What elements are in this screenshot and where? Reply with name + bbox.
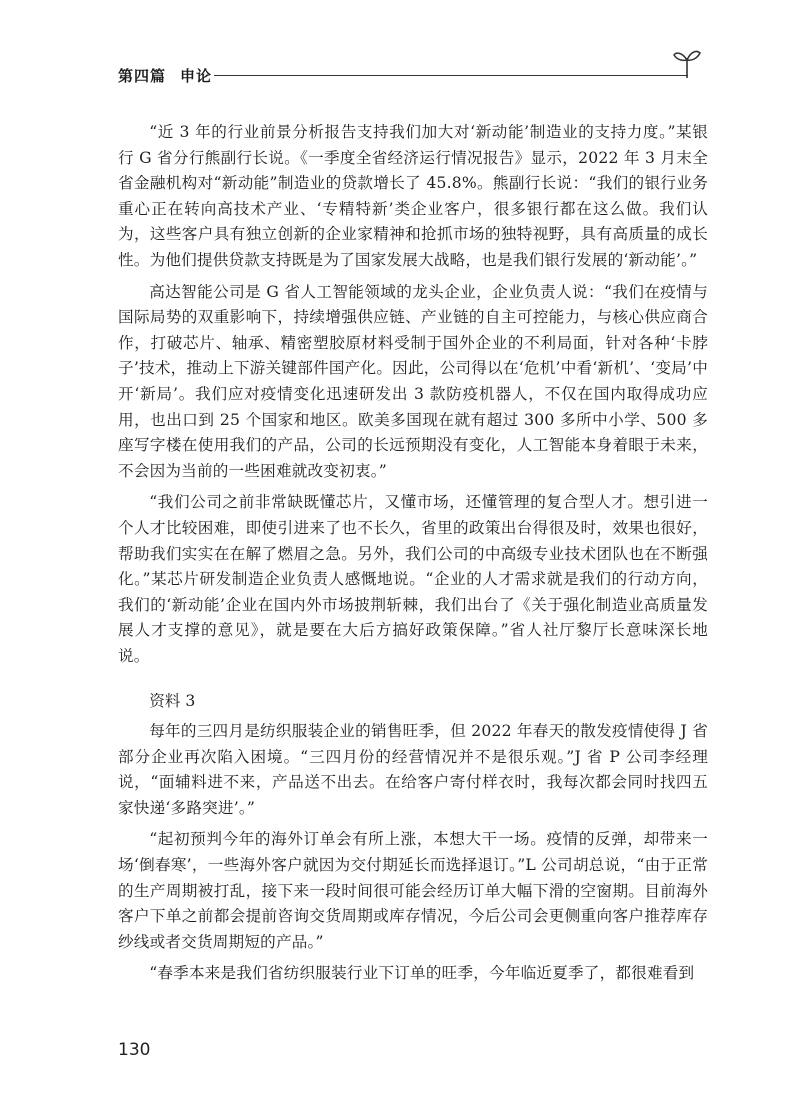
section-heading: 资料 3 [149, 692, 196, 711]
header-section: 申论 [180, 67, 213, 85]
sprout-icon [672, 44, 702, 80]
page-body [118, 120, 708, 993]
paragraph-bank-interview: “近 3 年的行业前景分析报告支持我们加大对‘新动能’制造业的支持力度。”某银行 G 省分行熊副行长说。《一季度全省经济运行情况报告》显示，2022 年 3 月末全省金融机构对“新动能”制造业的贷款增长了 45.8%。熊副行长说：“我们的银行业务重心正在转向高技术产业、‘专精特新’类企业客户，很多银行都在这么做。我们认为，这些客户具有独立创新的企业家精神和抢抓市场的独特视野，具有高质量的成长性。为他们提供贷款支持既是为了国家发展大战略，也是我们银行发展的‘新动能’。” [118, 123, 708, 269]
paragraph-ai-company: 高达智能公司是 G 省人工智能领域的龙头企业，企业负责人说：“我们在疫情与国际局势的双重影响下，持续增强供应链、产业链的自主可控能力，与核心供应商合作，打破芯片、轴承、精密塑胶原材料受制于国外企业的不利局面，针对各种‘卡脖子’技术，推动上下游关键部件国产化。因此，公司得以在‘危机’中看‘新机’、‘变局’中开‘新局’。我们应对疫情变化迅速研发出 3 款防疫机器人，不仅在国内取得成功应用，也出口到 25 个国家和地区。欧美多国现在就有超过 300 多所中小学、500 多座写字楼在使用我们的产品，公司的长远预期没有变化，人工智能本身着眼于未来，不会因为当前的一些困难就改变初衷。” [118, 282, 708, 480]
running-header [118, 60, 700, 90]
header-title [118, 65, 212, 86]
paragraph-overseas-orders: “起初预判今年的海外订单会有所上涨，本想大干一场。疫情的反弹，却带来一场‘倒春寒’，一些海外客户就因为交付期延长而选择退订。”L 公司胡总说，“由于正常的生产周期被打乱，接下来一段时间很可能会经历订单大幅下滑的空窗期。目前海外客户下单之前都会提前咨询交货周期或库存情况，今后公司会更侧重向客户推荐库存纱线或者交货周期短的产品。” [118, 830, 708, 951]
header-part: 第四篇 [118, 67, 167, 85]
page-number: 130 [118, 1040, 151, 1060]
paragraph-talent-policy: “我们公司之前非常缺既懂芯片，又懂市场，还懂管理的复合型人才。想引进一个人才比较困难，即使引进来了也不长久，省里的政策出台得很及时，效果也很好，帮助我们实实在在解了燃眉之急。另外，我们公司的中高级专业技术团队也在不断强化。”某芯片研发制造企业负责人感慨地说。“企业的人才需求就是我们的行动方向，我们的‘新动能’企业在国内外市场披荆斩棘，我们出台了《关于强化制造业高质量发展人才支撑的意见》，就是要在大后方搞好政策保障。”省人社厅黎厅长意味深长地说。 [118, 493, 708, 665]
paragraph-spring-orders: “春季本来是我们省纺织服装行业下订单的旺季，今年临近夏季了，都很难看到 [149, 964, 695, 983]
header-rule [214, 75, 688, 76]
paragraph-textile-season: 每年的三四月是纺织服装企业的销售旺季，但 2022 年春天的散发疫情使得 J 省部分企业再次陷入困境。“三四月份的经营情况并不是很乐观。”J 省 P 公司李经理说，“面辅料进不来，产品送不出去。在给客户寄付样衣时，我每次都会同时找四五家快递‘多路突进’。” [118, 722, 708, 817]
